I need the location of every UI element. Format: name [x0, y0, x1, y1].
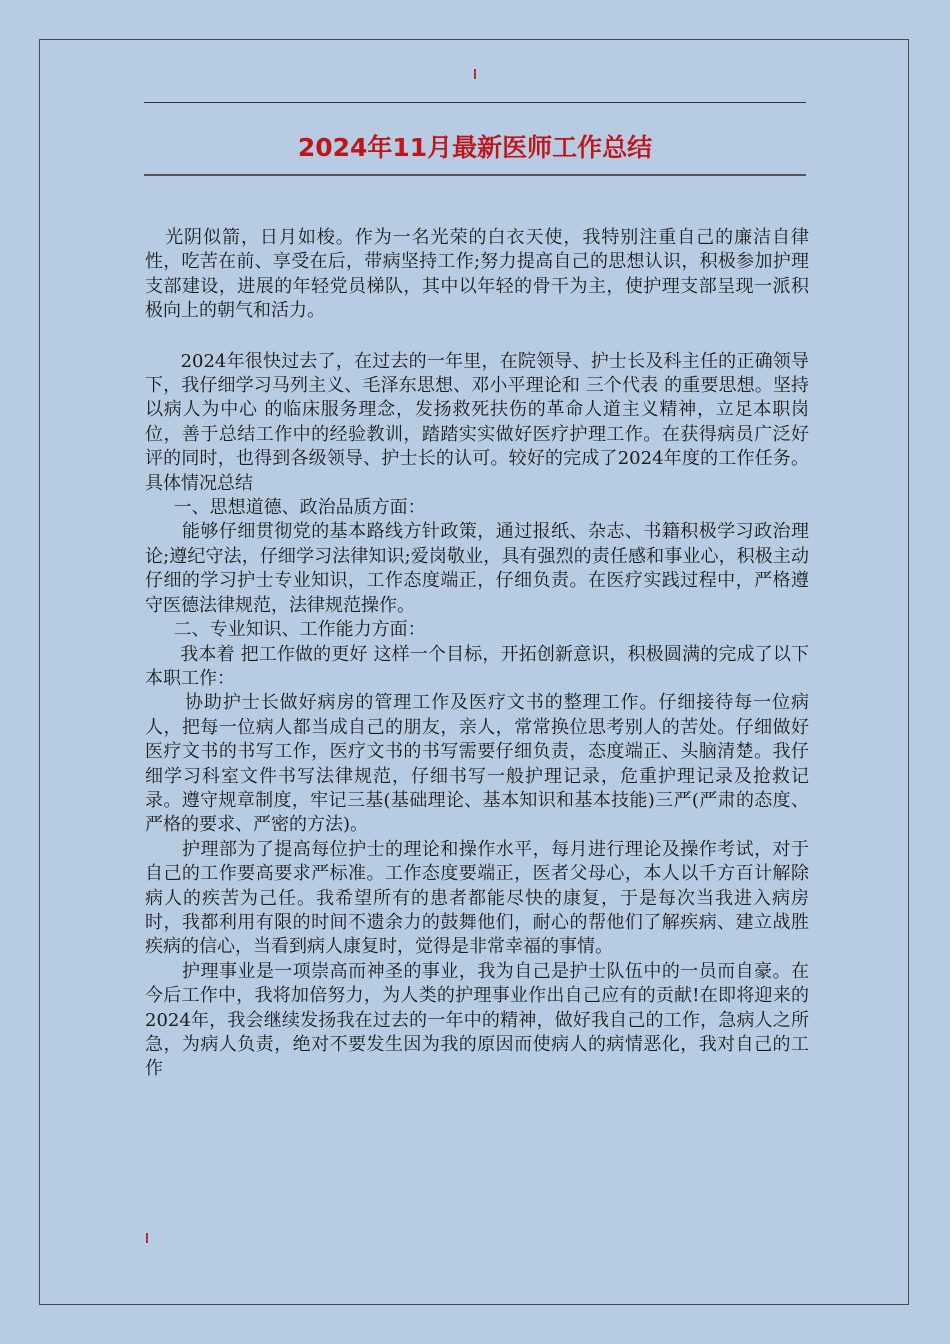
paragraph-7: 护理事业是一项崇高而神圣的事业，我为自己是护士队伍中的一员而自豪。在今后工作中，我将加倍努力，为人类的护理事业作出自己应有的贡献!在即将迎来的2024年，我会继续发扬我在过去的一年中的精神，做好我自己的工作，急病人之所急，为病人负责，绝对不要发生因为我的原因而使病人的病情恶化，我对自己的工作: [145, 960, 809, 1080]
paragraph-2: 2024年很快过去了，在过去的一年里，在院领导、护士长及科主任的正确领导下，我仔细学习马列主义、毛泽东思想、邓小平理论和 三个代表 的重要思想。坚持 以病人为中心 的临床服务理念，发扬救死扶伤的革命人道主义精神，立足本职岗位，善于总结工作中的经验教训，踏踏实实做好医疗护理工作。在获得病员广泛好评的同时，也得到各级领导、护士长的认可。较好的完成了2024年度的工作任务。具体情况总结: [145, 350, 815, 494]
header-mark: [474, 69, 476, 79]
paragraph-4: 我本着 把工作做的更好 这样一个目标，开拓创新意识，积极圆满的完成了以下本职工作：: [145, 643, 809, 689]
header-rule: [144, 102, 806, 103]
paragraph-1: 光阴似箭，日月如梭。作为一名光荣的白衣天使，我特别注重自己的廉洁自律性，吃苦在前、享受在后，带病坚持工作;努力提高自己的思想认识，积极参加护理支部建设，进展的年轻党员梯队，其中以年轻的骨干为主，使护理支部呈现一派积极向上的朝气和活力。: [145, 227, 810, 322]
paragraph-5: 协助护士长做好病房的管理工作及医疗文书的整理工作。仔细接待每一位病人，把每一位病人都当成自己的朋友，亲人，常常换位思考别人的苦处。仔细做好医疗文书的书写工作，医疗文书的书写需要仔细负责，态度端正、头脑清楚。我仔细学习科室文件书写法律规范，仔细书写一般护理记录，危重护理记录及抢救记录。遵守规章制度，牢记三基(基础理论、基本知识和基本技能)三严(严肃的态度、严格的要求、严密的方法)。: [145, 692, 809, 836]
document-title: 2024年11月最新医师工作总结: [297, 133, 653, 162]
section-heading-1: 一、思想道德、政治品质方面：: [145, 497, 426, 519]
document-body: [145, 226, 815, 1082]
section-heading-2: 二、专业知识、工作能力方面：: [145, 619, 426, 641]
paragraph-3: 能够仔细贯彻党的基本路线方针政策，通过报纸、杂志、书籍积极学习政治理论;遵纪守法，仔细学习法律知识;爱岗敬业，具有强烈的责任感和事业心，积极主动仔细的学习护士专业知识，工作态度端正，仔细负责。在医疗实践过程中，严格遵守医德法律规范，法律规范操作。: [145, 521, 809, 616]
title-rule: [144, 174, 806, 176]
paragraph-gap: [145, 324, 809, 350]
paragraph-6: 护理部为了提高每位护士的理论和操作水平，每月进行理论及操作考试，对于自己的工作要高要求严标准。工作态度要端正，医者父母心，本人以千方百计解除病人的疾苦为己任。我希望所有的患者都能尽快的康复，于是每次当我进入病房时，我都利用有限的时间不遗余力的鼓舞他们，耐心的帮他们了解疾病、建立战胜疾病的信心，当看到病人康复时，觉得是非常幸福的事情。: [145, 838, 809, 958]
footer-mark: [146, 1233, 148, 1243]
